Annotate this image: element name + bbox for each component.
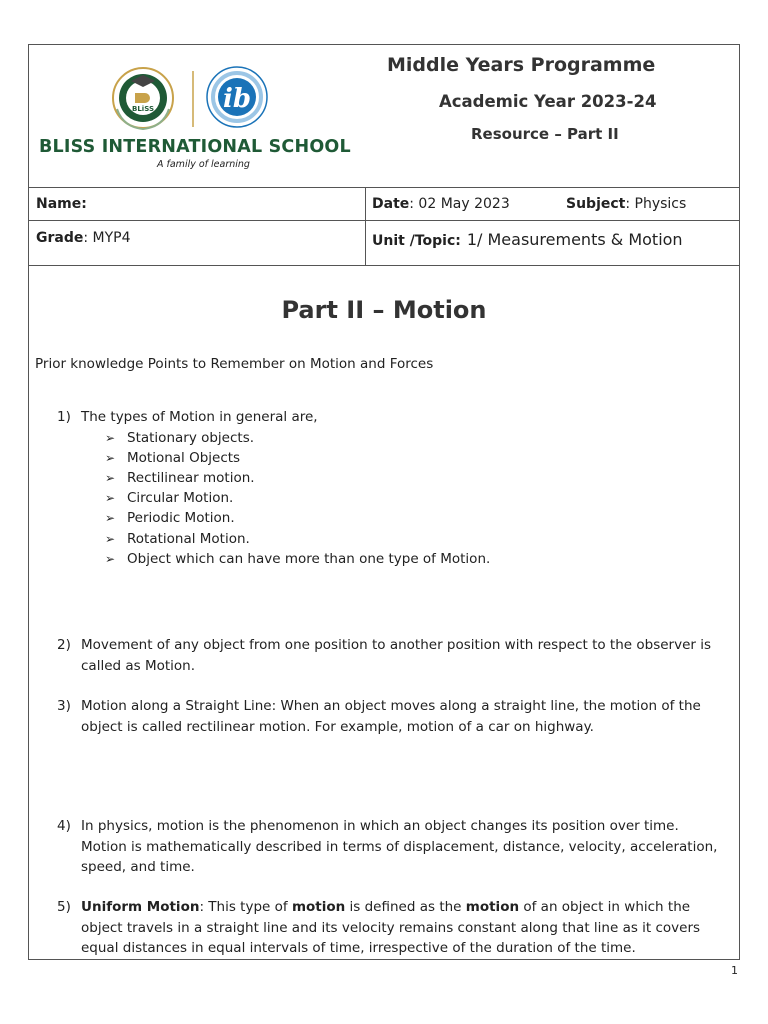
info-row-name-date — [29, 188, 739, 221]
arrow-bullet-icon: ➢ — [105, 450, 116, 465]
date-label: Date — [372, 196, 410, 212]
item-number: 4) — [57, 818, 71, 834]
subject-label: Subject — [566, 196, 626, 212]
arrow-bullet-icon: ➢ — [105, 511, 116, 526]
unit-label: Unit /Topic: — [372, 233, 461, 249]
grade-field — [36, 230, 131, 246]
unit-value: 1/ Measurements & Motion — [466, 230, 683, 249]
bullet-item: ➢ Rectilinear motion. — [105, 468, 727, 488]
bullet-item: ➢ Object which can have more than one type of Motion. — [105, 549, 727, 569]
cell-divider — [365, 188, 366, 220]
subject-field — [566, 196, 686, 212]
arrow-bullet-icon: ➢ — [105, 491, 116, 506]
cell-divider — [365, 221, 366, 265]
school-logo-area — [29, 45, 365, 188]
school-name: BLISS INTERNATIONAL SCHOOL — [39, 137, 351, 157]
list-item — [57, 407, 727, 569]
ib-logo-text: ib — [222, 84, 252, 114]
document-frame — [28, 44, 740, 960]
bullet-item: ➢ Rotational Motion. — [105, 529, 727, 549]
item-number: 1) — [57, 409, 71, 425]
arrow-bullet-icon: ➢ — [105, 531, 116, 546]
bullet-item: ➢ Circular Motion. — [105, 488, 727, 508]
item-number: 5) — [57, 899, 71, 915]
header-row — [29, 45, 739, 188]
motion-types-list — [57, 428, 727, 569]
content-area — [29, 266, 739, 959]
school-tagline: A family of learning — [157, 159, 250, 170]
list-item — [57, 696, 727, 737]
item-text: Movement of any object from one position to another position with respect to the observer is called as Motion. — [81, 637, 712, 674]
arrow-bullet-icon: ➢ — [105, 470, 116, 485]
intro-text: Prior knowledge Points to Remember on Motion and Forces — [35, 356, 434, 372]
unit-field — [372, 230, 683, 249]
part-title: Part II – Motion — [281, 296, 487, 324]
list-item — [57, 816, 727, 878]
logo-text: BLiSS — [132, 105, 154, 113]
arrow-bullet-icon: ➢ — [105, 551, 116, 566]
academic-year: Academic Year 2023-24 — [439, 92, 657, 111]
item-text: Uniform Motion: This type of motion is defined as the motion of an object in which the object travels in a straight line and its velocity remains constant along that line as it covers equal distances in equal intervals of time, irrespective of the duration of the time. — [81, 899, 701, 956]
subject-value: : Physics — [625, 196, 687, 212]
item-number: 2) — [57, 637, 71, 653]
grade-label: Grade — [36, 230, 84, 246]
bullet-item: ➢ Periodic Motion. — [105, 508, 727, 528]
resource-label: Resource – Part II — [471, 125, 619, 143]
list-item — [57, 897, 727, 959]
item-text: In physics, motion is the phenomenon in which an object changes its position over time. Motion is mathematically described in terms of displacement, distance, velocity, acceleration, speed, and time. — [81, 818, 718, 875]
name-field — [36, 196, 87, 212]
item-text: The types of Motion in general are, — [81, 409, 318, 425]
school-emblem-icon — [107, 65, 277, 135]
date-value: : 02 May 2023 — [409, 196, 510, 212]
item-number: 3) — [57, 698, 71, 714]
programme-title: Middle Years Programme — [387, 54, 656, 76]
page-number: 1 — [731, 964, 738, 977]
list-item — [57, 635, 727, 676]
uniform-motion-term: Uniform Motion — [81, 899, 200, 915]
bullet-item: ➢ Stationary objects. — [105, 428, 727, 448]
bullet-item: ➢ Motional Objects — [105, 448, 727, 468]
date-field — [372, 196, 510, 212]
grade-value: : MYP4 — [83, 230, 131, 246]
info-row-grade-unit — [29, 221, 739, 266]
arrow-bullet-icon: ➢ — [105, 430, 116, 445]
item-text: Motion along a Straight Line: When an object moves along a straight line, the motion of the object is called rectilinear motion. For example, motion of a car on highway. — [81, 698, 701, 735]
name-label: Name: — [36, 196, 87, 212]
